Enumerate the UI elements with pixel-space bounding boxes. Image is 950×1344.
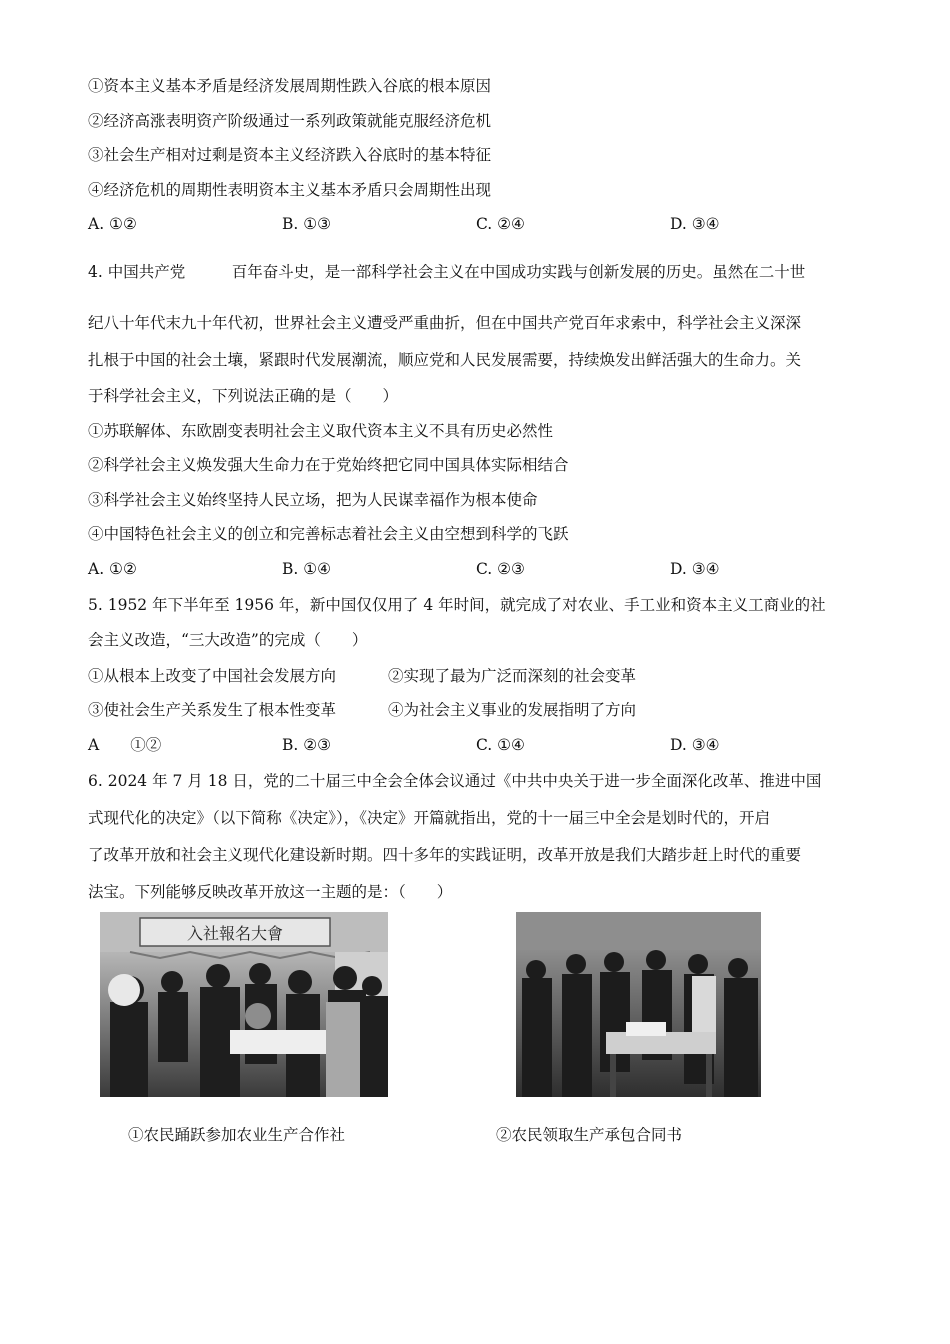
- photo-caption-2: ②农民领取生产承包合同书: [496, 1126, 683, 1144]
- photo-cooperative-illustration: [100, 912, 388, 1097]
- q4-item-4: ④中国特色社会主义的创立和完善标志着社会主义由空想到科学的飞跃: [88, 525, 569, 543]
- q3-option-a: A. ①②: [88, 215, 137, 233]
- photo-contract-illustration: [516, 912, 761, 1097]
- q4-option-c: C. ②③: [476, 560, 525, 578]
- q4-option-b: B. ①④: [282, 560, 332, 578]
- q5-option-d: D. ③④: [670, 736, 720, 754]
- q5-option-b: B. ②③: [282, 736, 332, 754]
- q4-option-d: D. ③④: [670, 560, 720, 578]
- q5-item-2: ②实现了最为广泛而深刻的社会变革: [388, 667, 637, 685]
- photo-caption-1: ①农民踊跃参加农业生产合作社: [128, 1126, 346, 1144]
- q3-option-d: D. ③④: [670, 215, 720, 233]
- q4-item-3: ③科学社会主义始终坚持人民立场，把为人民谋幸福作为根本使命: [88, 491, 538, 509]
- q6-stem-line-4: 法宝。下列能够反映改革开放这一主题的是：（ ）: [88, 883, 453, 901]
- q3-item-2: ②经济高涨表明资产阶级通过一系列政策就能克服经济危机: [88, 112, 492, 130]
- q3-option-c: C. ②④: [476, 215, 525, 233]
- banner-sign-text: 入社報名大會: [186, 924, 284, 943]
- q3-item-3: ③社会生产相对过剩是资本主义经济跌入谷底时的基本特征: [88, 146, 492, 164]
- q5-item-4: ④为社会主义事业的发展指明了方向: [388, 701, 637, 719]
- q4-stem-line-3: 扎根于中国的社会土壤，紧跟时代发展潮流，顺应党和人民发展需要，持续焕发出鲜活强大的生命力。关: [88, 351, 802, 369]
- q4-stem-line-1: 4. 中国共产党 百年奋斗史，是一部科学社会主义在中国成功实践与创新发展的历史。虽然在二十世: [88, 263, 806, 281]
- q6-stem-line-1: 6. 2024 年 7 月 18 日，党的二十届三中全会全体会议通过《中共中央关于进一步全面深化改革、推进中国: [88, 772, 822, 790]
- q4-item-2: ②科学社会主义焕发强大生命力在于党始终把它同中国具体实际相结合: [88, 456, 569, 474]
- q4-option-a: A. ①②: [88, 560, 137, 578]
- q3-item-1: ①资本主义基本矛盾是经济发展周期性跌入谷底的根本原因: [88, 77, 492, 95]
- q6-stem-line-3: 了改革开放和社会主义现代化建设新时期。四十多年的实践证明，改革开放是我们大踏步赶上时代的重要: [88, 846, 802, 864]
- q4-stem-line-2: 纪八十年代末九十年代初，世界社会主义遭受严重曲折，但在中国共产党百年求索中，科学社会主义深深: [88, 314, 802, 332]
- q5-item-3: ③使社会生产关系发生了根本性变革: [88, 701, 337, 719]
- q5-item-1: ①从根本上改变了中国社会发展方向: [88, 667, 337, 685]
- q3-item-4: ④经济危机的周期性表明资本主义基本矛盾只会周期性出现: [88, 181, 492, 199]
- q3-option-b: B. ①③: [282, 215, 332, 233]
- q5-stem-line-1: 5. 1952 年下半年至 1956 年，新中国仅仅用了 4 年时间，就完成了对农业、手工业和资本主义工商业的社: [88, 596, 826, 614]
- q5-stem-line-2: 会主义改造，“三大改造”的完成（ ）: [88, 631, 368, 649]
- q5-option-a: A ①②: [88, 736, 162, 754]
- photo-cooperative-signup: [100, 912, 388, 1097]
- q4-stem-line-4: 于科学社会主义，下列说法正确的是（ ）: [88, 387, 399, 405]
- q6-stem-line-2: 式现代化的决定》（以下简称《决定》），《决定》开篇就指出，党的十一届三中全会是划时代的，开启: [88, 809, 771, 827]
- photo-contract-distribution: [516, 912, 761, 1097]
- q5-option-c: C. ①④: [476, 736, 525, 754]
- q4-item-1: ①苏联解体、东欧剧变表明社会主义取代资本主义不具有历史必然性: [88, 422, 554, 440]
